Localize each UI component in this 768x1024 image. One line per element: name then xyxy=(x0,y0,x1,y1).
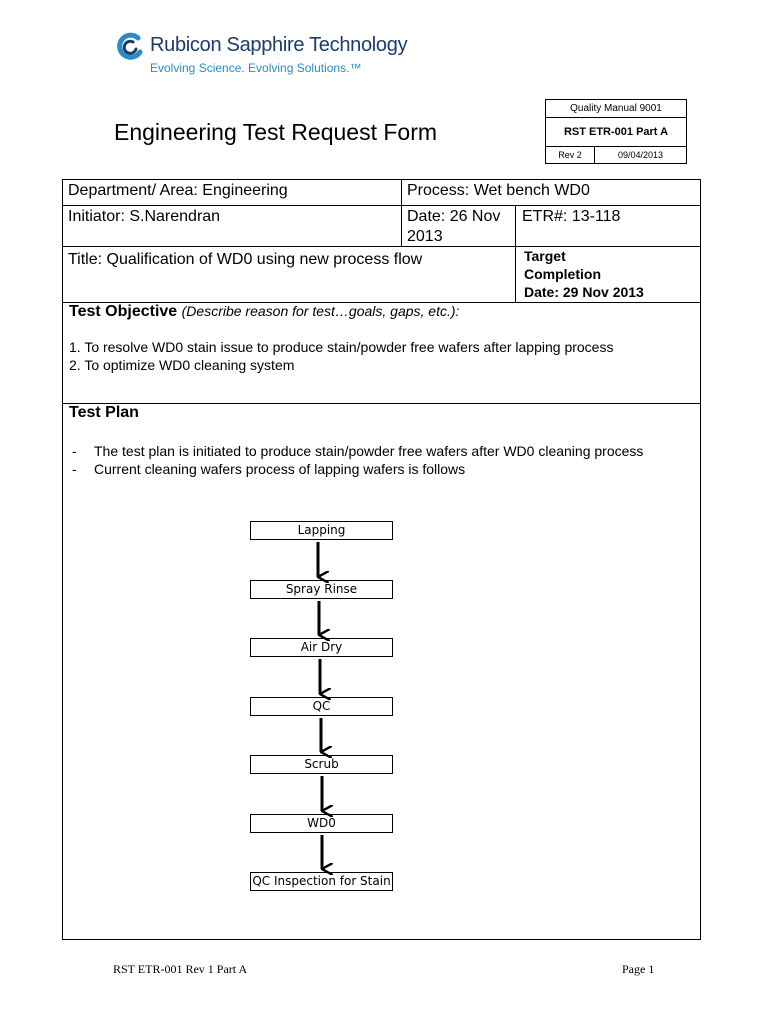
process-field: Process: Wet bench WD0 xyxy=(407,182,590,199)
logo-swirl-icon xyxy=(116,32,146,62)
divider xyxy=(62,246,701,247)
document-number: RST ETR-001 Part A xyxy=(546,118,687,147)
company-name: Rubicon Sapphire Technology xyxy=(150,34,408,56)
divider xyxy=(401,179,402,246)
date-field: Date: 26 Nov xyxy=(407,208,501,225)
revision: Rev 2 xyxy=(546,147,595,164)
flow-step-wd0: WD0 xyxy=(250,814,393,833)
target-completion-date: Date: 29 Nov 2013 xyxy=(524,284,644,300)
objective-title: Test Objective xyxy=(69,303,178,320)
plan-item-text: The test plan is initiated to produce stain/powder free wafers after WD0 cleaning process xyxy=(94,443,644,459)
revision-date: 09/04/2013 xyxy=(594,147,686,164)
target-completion-label: Target xyxy=(524,248,566,264)
test-plan-section xyxy=(62,403,701,940)
test-plan-heading: Test Plan xyxy=(69,404,139,421)
flow-step-qc-inspection: QC Inspection for Stain xyxy=(250,872,393,891)
department-field: Department/ Area: Engineering xyxy=(68,182,288,199)
plan-item xyxy=(72,443,643,459)
flow-step-qc: QC xyxy=(250,697,393,716)
divider xyxy=(515,205,516,303)
target-completion-label-2: Completion xyxy=(524,266,601,282)
company-tagline: Evolving Science. Evolving Solutions.™ xyxy=(150,61,362,75)
bullet-dash: - xyxy=(72,443,77,459)
quality-manual-label: Quality Manual 9001 xyxy=(546,100,687,118)
objective-item: 1. To resolve WD0 stain issue to produce stain/powder free wafers after lapping process xyxy=(69,339,614,355)
initiator-field: Initiator: S.Narendran xyxy=(68,208,221,225)
company-logo xyxy=(116,30,408,80)
objective-hint: (Describe reason for test…goals, gaps, etc.): xyxy=(181,303,460,319)
plan-item-text: Current cleaning wafers process of lapping wafers is follows xyxy=(94,461,466,477)
flow-step-scrub: Scrub xyxy=(250,755,393,774)
date-field-year: 2013 xyxy=(407,228,443,245)
flow-step-lapping: Lapping xyxy=(250,521,393,540)
objective-heading xyxy=(69,303,459,321)
footer-doc-id: RST ETR-001 Rev 1 Part A xyxy=(113,962,248,976)
title-field: Title: Qualification of WD0 using new process flow xyxy=(68,251,423,268)
footer-page-number: Page 1 xyxy=(622,962,655,976)
quality-manual-box xyxy=(545,99,687,164)
plan-item xyxy=(72,461,465,477)
flow-step-air-dry: Air Dry xyxy=(250,638,393,657)
form-title: Engineering Test Request Form xyxy=(114,119,438,145)
objective-item: 2. To optimize WD0 cleaning system xyxy=(69,357,295,373)
flow-step-spray-rinse: Spray Rinse xyxy=(250,580,393,599)
etr-number: ETR#: 13-118 xyxy=(522,208,621,225)
divider xyxy=(62,205,701,206)
bullet-dash: - xyxy=(72,461,77,477)
